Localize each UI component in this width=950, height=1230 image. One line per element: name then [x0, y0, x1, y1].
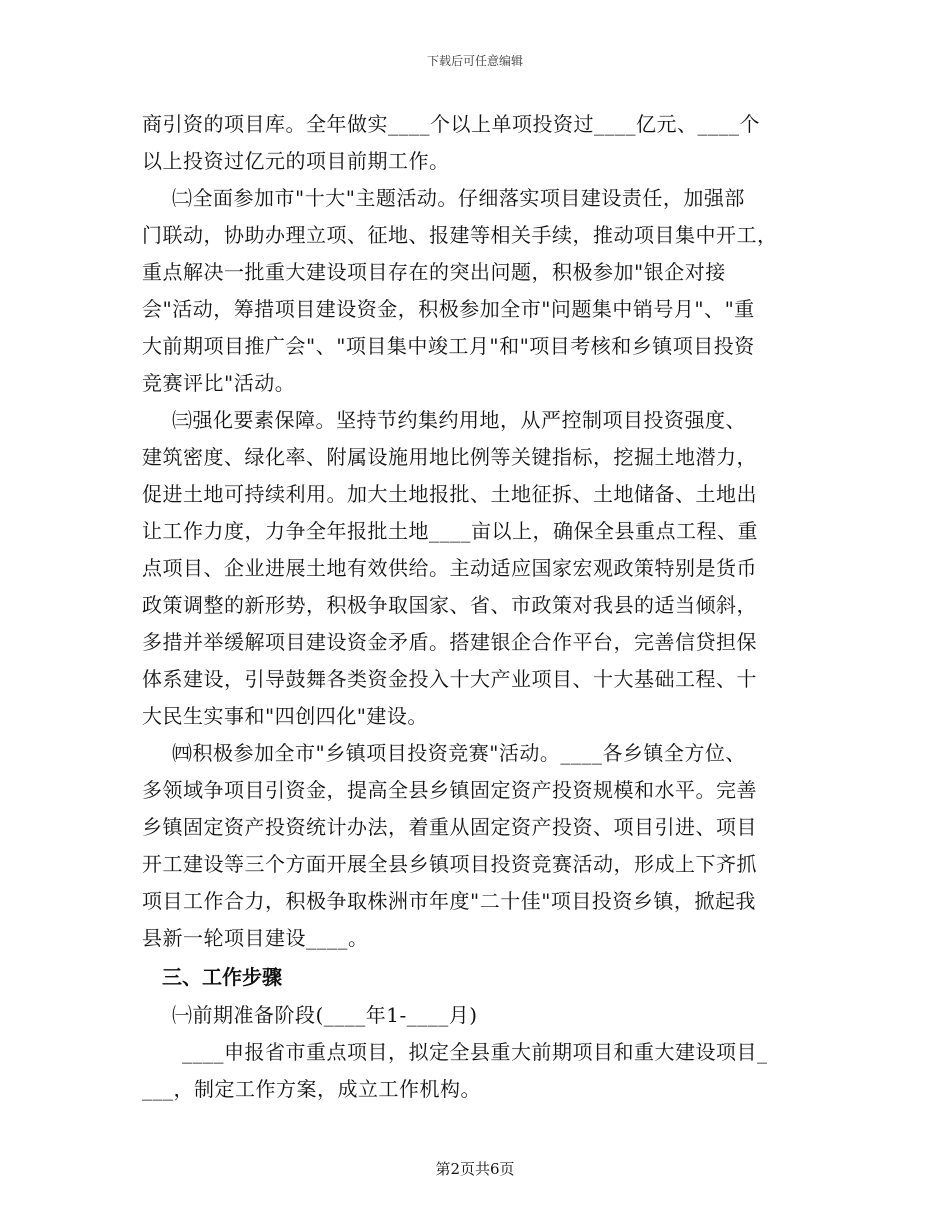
text-line: 多措并举缓解项目建设资金矛盾。搭建银企合作平台，完善信贷担保 [142, 630, 757, 654]
text-line: 大前期项目推广会"、"项目集中竣工月"和"项目考核和乡镇项目投资 [142, 334, 755, 358]
text-line: 让工作力度，力争全年报批土地____亩以上，确保全县重点工程、重 [142, 519, 758, 543]
paragraph-start: ____申报省市重点项目，拟定全县重大前期项目和重大建设项目_ [182, 1040, 768, 1064]
text-line: 政策调整的新形势，积极争取国家、省、市政策对我县的适当倾斜， [142, 593, 757, 617]
document-body [142, 106, 812, 1108]
text-line: 体系建设，引导鼓舞各类资金投入十大产业项目、十大基础工程、十 [142, 667, 757, 691]
paragraph-start: ㈢强化要素保障。坚持节约集约用地，从严控制项目投资强度、 [172, 408, 746, 432]
text-line: 多领域争项目引资金，提高全县乡镇固定资产投资规模和水平。完善 [142, 778, 757, 802]
text-line: 促进土地可持续利用。加大土地报批、土地征拆、土地储备、土地出 [142, 482, 757, 506]
text-line: 县新一轮项目建设____。 [142, 926, 369, 950]
text-line: 商引资的项目库。全年做实____个以上单项投资过____亿元、____个 [142, 112, 760, 136]
page-header: 下载后可任意编辑 [426, 54, 523, 68]
text-line: 以上投资过亿元的项目前期工作。 [142, 149, 450, 173]
text-line: 项目工作合力，积极争取株洲市年度"二十佳"项目投资乡镇，掀起我 [142, 889, 756, 913]
text-line: 门联动，协助办理立项、征地、报建等相关手续，推动项目集中开工， [142, 223, 778, 247]
text-line: 建筑密度、绿化率、附属设施用地比例等关键指标，挖掘土地潜力， [142, 445, 757, 469]
text-line: 点项目、企业进展土地有效供给。主动适应国家宏观政策特别是货币 [142, 556, 757, 580]
text-line: 开工建设等三个方面开展全县乡镇项目投资竞赛活动，形成上下齐抓 [142, 852, 757, 876]
subsection-heading: ㈠前期准备阶段(____年1-____月) [172, 1003, 478, 1027]
section-heading: 三、工作步骤 [162, 965, 282, 989]
paragraph-start: ㈡全面参加市"十大"主题活动。仔细落实项目建设责任，加强部 [172, 186, 745, 210]
text-line: 会"活动，筹措项目建设资金，积极参加全市"问题集中销号月"、"重 [142, 297, 755, 321]
page-number: 第2页共6页 [435, 1160, 515, 1178]
text-line: 乡镇固定资产投资统计办法，着重从固定资产投资、项目引进、项目 [142, 815, 757, 839]
paragraph-start: ㈣积极参加全市"乡镇项目投资竞赛"活动。____各乡镇全方位、 [172, 741, 746, 765]
text-line: 竞赛评比"活动。 [142, 371, 296, 395]
text-line: ___，制定工作方案，成立工作机构。 [142, 1077, 481, 1101]
text-line: 重点解决一批重大建设项目存在的突出问题，积极参加"银企对接 [142, 260, 726, 284]
text-line: 大民生实事和"四创四化"建设。 [142, 704, 428, 728]
